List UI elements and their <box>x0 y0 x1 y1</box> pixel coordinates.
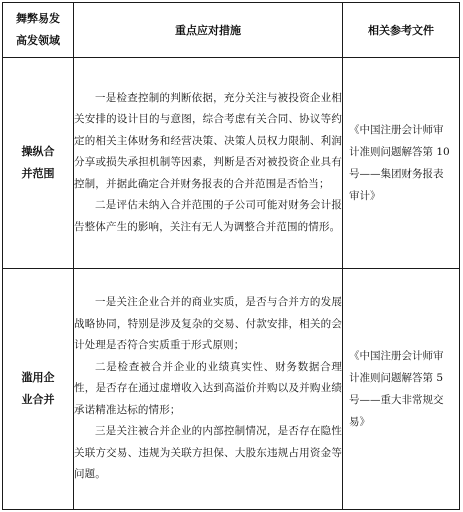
table-row <box>3 269 460 510</box>
measure-paragraph: 一是关注企业合并的商业实质，是否与合并方的发展战略协同，特别是涉及复杂的交易、付款安排，相关的会计处理是否符合实质重于形式原则； <box>74 296 342 352</box>
area-cell <box>3 58 74 269</box>
measure-paragraph: 三是关注被合并企业的内部控制情况，是否存在隐性关联方交易、违规为关联方担保、大股东违规占用资金等问题。 <box>74 425 342 481</box>
fraud-risk-table <box>2 2 460 510</box>
measure-paragraph: 二是检查被合并企业的业绩真实性、财务数据合理性，是否存在通过虚增收入达到高溢价并购以及并购业绩承诺精准达标的情形； <box>74 360 342 416</box>
header-area-label: 舞弊易发高发领域 <box>16 12 60 47</box>
reference-text: 《中国注册会计师审计准则问题解答第 10 号——集团财务报表审计》 <box>349 124 450 202</box>
area-label: 操纵合并范围 <box>21 145 55 180</box>
header-area <box>3 3 74 58</box>
reference-cell <box>343 58 460 269</box>
measure-paragraph: 二是评估未纳入合并范围的子公司可能对财务会计报告整体产生的影响，关注有无人为调整合并范围的情形。 <box>74 199 342 233</box>
table-row <box>3 58 460 269</box>
area-label: 滥用企业合并 <box>21 371 55 406</box>
measures-cell <box>74 58 343 269</box>
area-cell <box>3 269 74 510</box>
header-references: 相关参考文件 <box>343 3 460 58</box>
measure-paragraph: 一是检查控制的判断依据，充分关注与被投资企业相关安排的设计目的与意图，综合考虑有关合同、协议等约定的相关主体财务和经营决策、决策人员权力限制、利润分享或损失承担机制等因素，判断是否对被投资企业具有控制，并据此确定合并财务报表的合并范围是否恰当； <box>74 91 342 190</box>
table-header-row <box>3 3 460 58</box>
measures-cell <box>74 269 343 510</box>
reference-text: 《中国注册会计师审计准则问题解答第 5 号——重大非常规交易》 <box>349 350 444 428</box>
header-measures: 重点应对措施 <box>74 3 343 58</box>
reference-cell <box>343 269 460 510</box>
